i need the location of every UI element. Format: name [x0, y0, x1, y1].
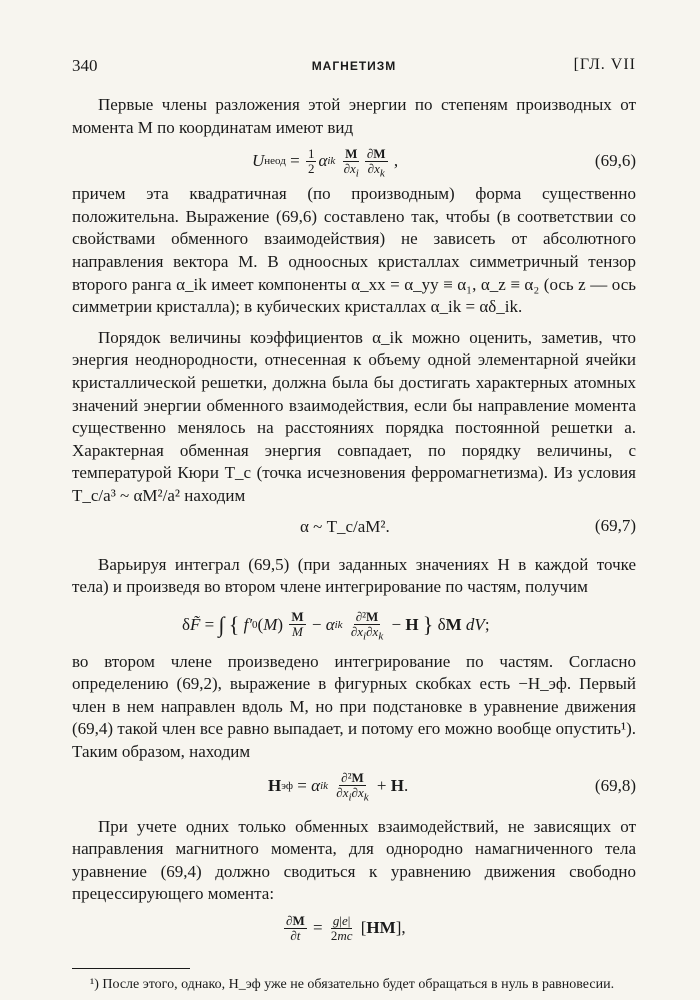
footnote: ¹) После этого, однако, H_эф уже не обязательно будет обращаться в нуль в равновесии.	[90, 977, 615, 993]
paragraph-4: Варьируя интеграл (69,5) (при заданных значениях H в каждой точке тела) и произведя во втором члене интегрирование по частям, получим	[72, 554, 636, 597]
paragraph-2: причем эта квадратичная (по производным) форма существенно положительна. Выражение (69,6) составлено так, чтобы (в соответствии со свойствами обменного взаимодействия) не зависеть от абсолютного направления вектора M. В одноосных кристаллах симметричный тензор второго ранга α_ik имеет компоненты α_xx = α_yy ≡ α₁, α_z ≡ α₂ (ось z — ось симметрии кристалла); в кубических кристаллах α_ik = αδ_ik.	[72, 184, 636, 317]
running-title: МАГНЕТИЗМ	[311, 59, 397, 73]
chapter-label: [ГЛ. VII	[573, 56, 636, 73]
equation-number-69-8: (69,8)	[594, 775, 636, 795]
paragraph-5: во втором члене произведено интегрирование по частям. Согласно определению (69,2), выражение в фигурных скобках есть −H_эф. Первый член в нем направлен вдоль M, но при подстановке в уравнение движения (69,4) такой член все равно выпадает, и потому его можно вообще опустить¹). Таким образом, находим	[72, 651, 636, 762]
page	[72, 56, 636, 994]
equation-number-69-6: (69,6)	[594, 151, 636, 171]
equation-precession-body: $\frac{\partial M}{\partial t}$ = $\frac{g|e|}{2mc}$ [ HM ],	[286, 912, 406, 943]
equation-variation-body: δ F̃ = ∫ { f′ 0 ( M ) $\frac{M}{M}$ − α ik $\frac{\text{∂²M}}{\partial x_i\partial x_k}$ − H } δ M dV ;	[182, 609, 490, 643]
equation-69-8-body: H эф = α ik $\frac{\text{∂²M}}{\partial x_i\partial x_k}$ + H .	[268, 770, 409, 804]
equation-number-69-7: (69,7)	[594, 515, 636, 535]
page-header	[72, 56, 636, 82]
paragraph-1: Первые члены разложения этой энергии по степеням производных от момента M по координатам имеют вид	[72, 95, 636, 137]
equation-69-6-body: U неод = $\frac{1}{2}$ α ik $\frac{M}{\partial x_i}$ $\frac{\partial M}{\partial x_k}$ ,	[252, 145, 399, 180]
equation-69-7	[72, 508, 636, 546]
equation-precession	[72, 906, 636, 950]
paragraph-3: Порядок величины коэффициентов α_ik можно оценить, заметив, что энергия неоднородности, отнесенная к объему одной элементарной ячейки кристаллической решетки, должна была бы достигать характерных атомных значений энергии обменного взаимодействия, если бы направление момента существенно менялось на расстояниях порядка постоянной решетки a. Характерная обменная энергия совпадает, по порядку величины, с температурой Кюри T_c (точка исчезновения ферромагнетизма). Из условия T_c/a³ ~ αM²/a² находим	[72, 327, 636, 505]
equation-69-6	[72, 139, 636, 183]
paragraph-6: При учете одних только обменных взаимодействий, не зависящих от направления магнитного момента, для однородно намагниченного тела уравнение (69,4) должно сводиться к уравнению движения свободно прецессирующего момента:	[72, 816, 636, 904]
equation-69-8	[72, 764, 636, 808]
equation-variation	[72, 599, 636, 651]
equation-69-7-body: α ~ T_c/aM².	[300, 516, 390, 536]
page-number: 340	[72, 56, 98, 75]
